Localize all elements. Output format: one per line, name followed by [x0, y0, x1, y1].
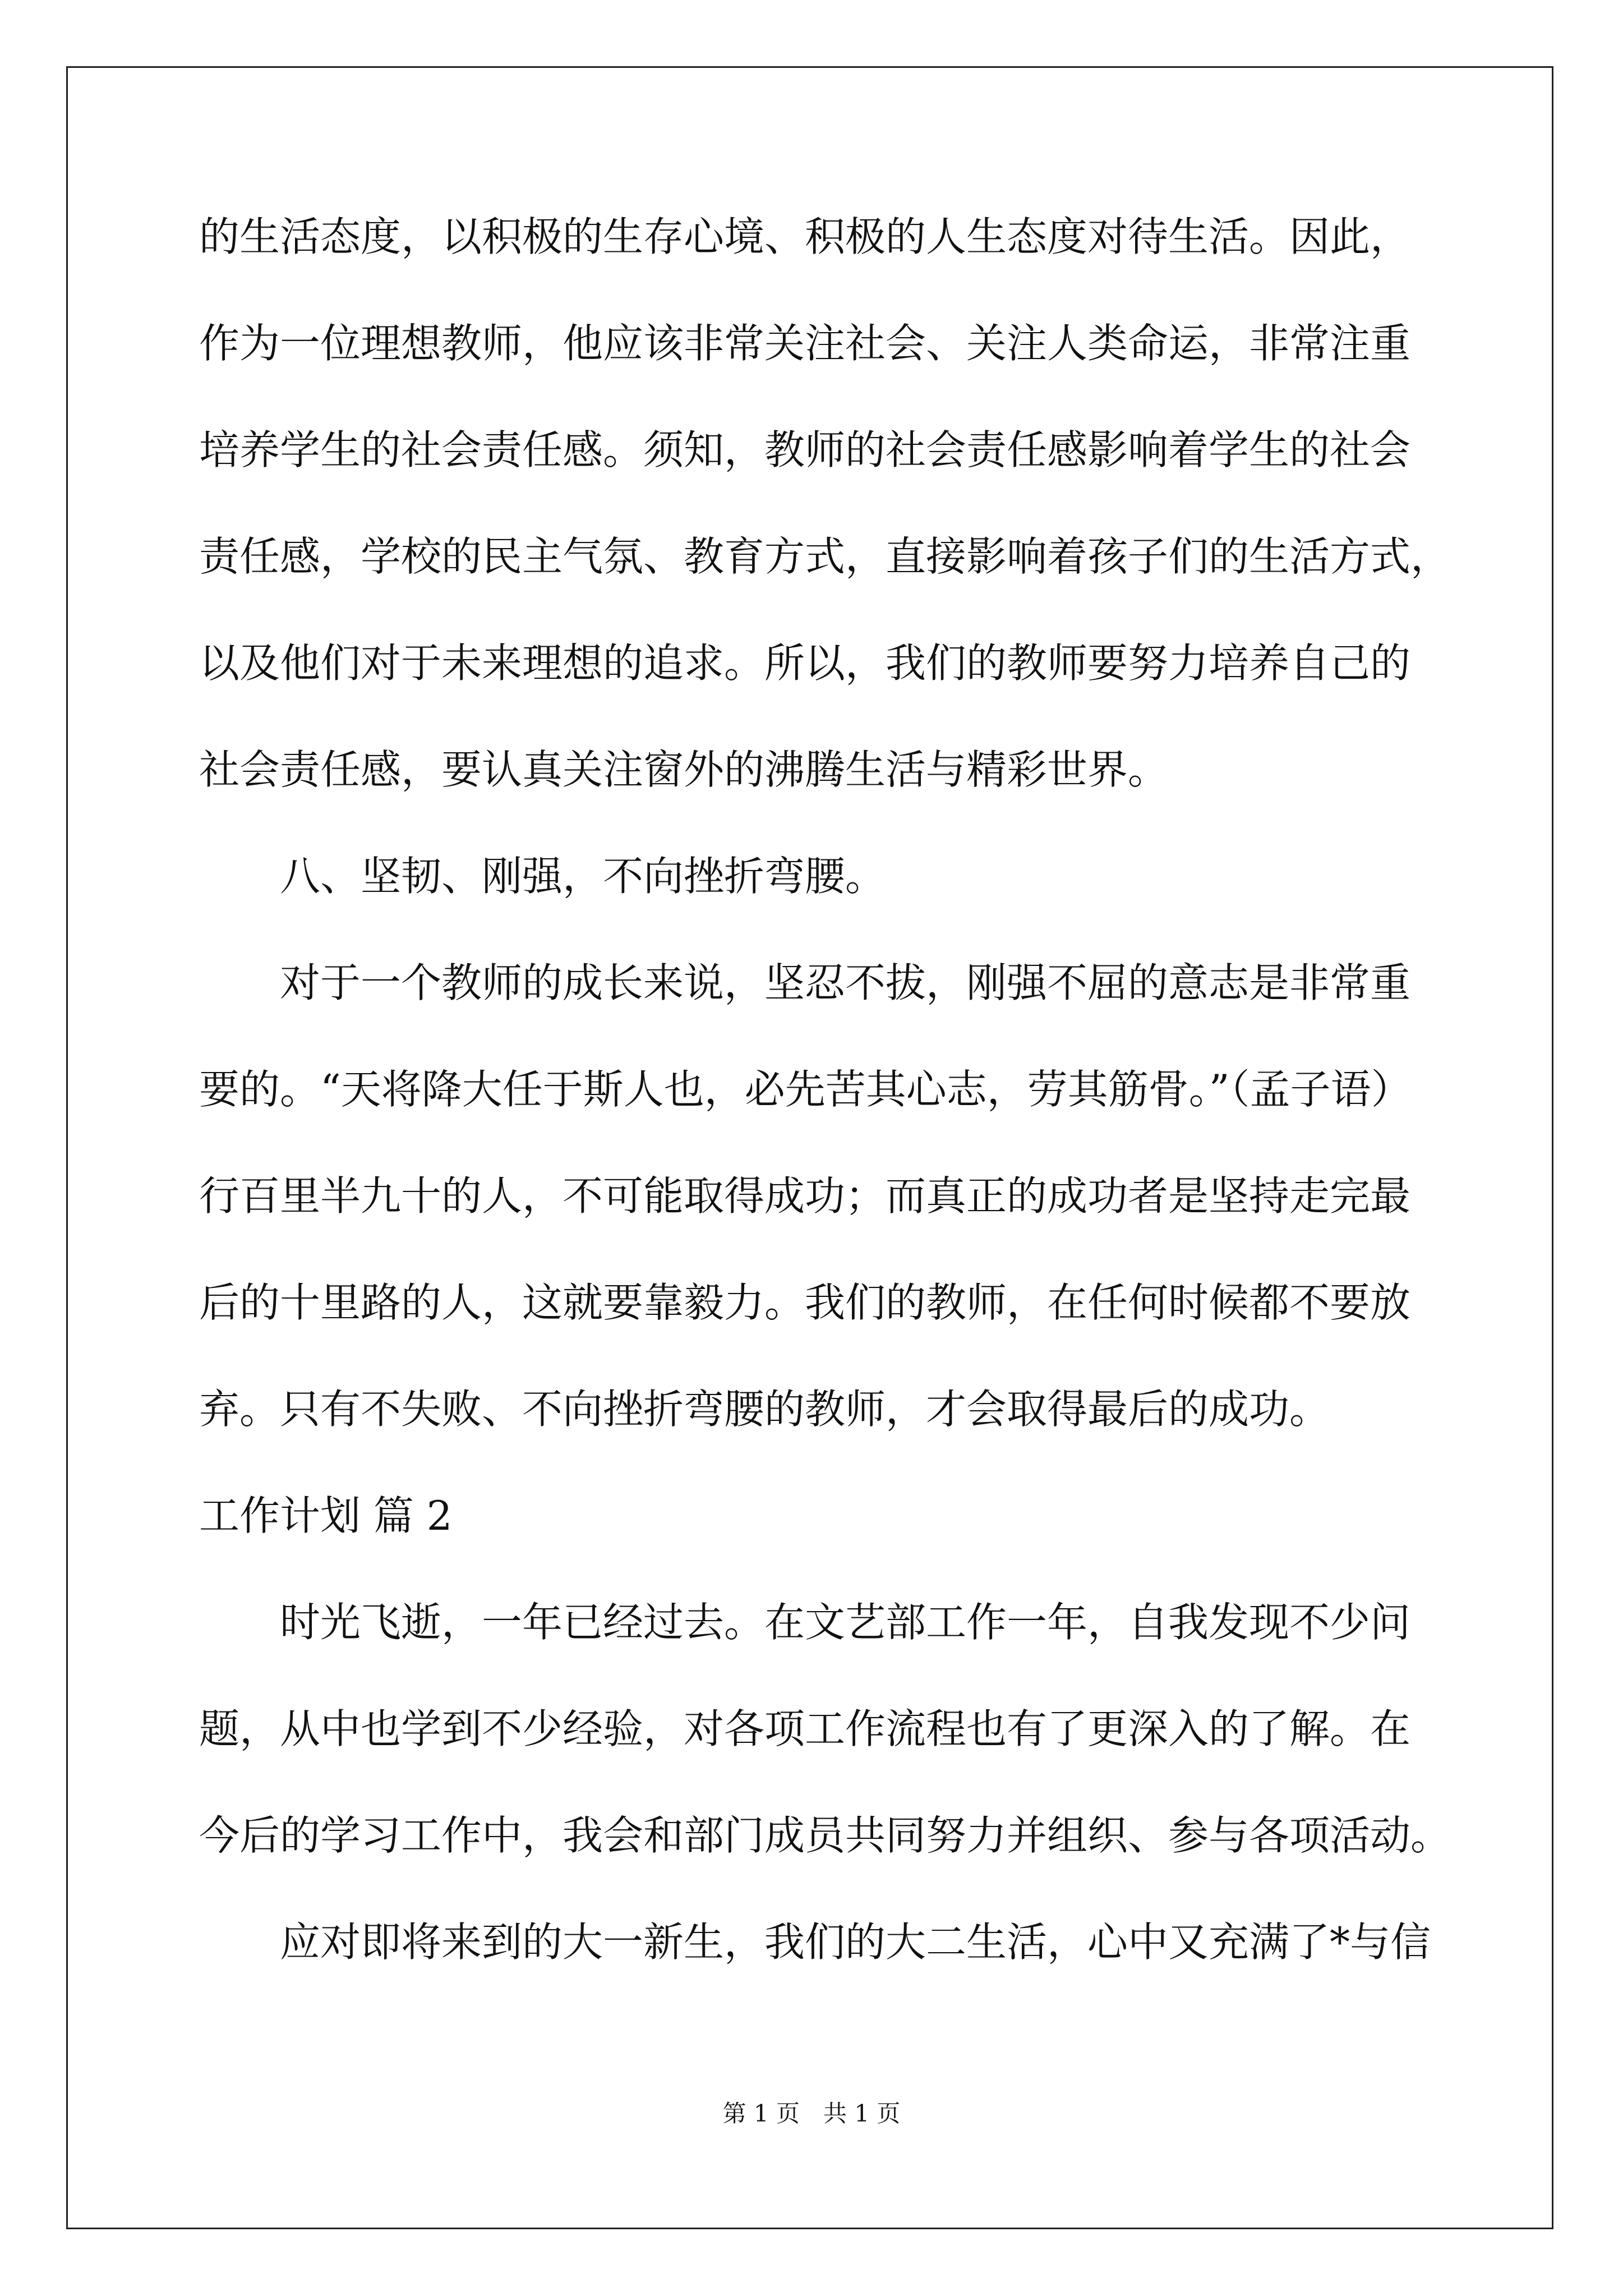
paragraph-line: 要的。“天将降大任于斯人也，必先苦其心志，劳其筋骨。”（孟子语） — [199, 1066, 1412, 1113]
paragraph-line: 弃。只有不失败、不向挫折弯腰的教师，才会取得最后的成功。 — [199, 1386, 1330, 1433]
section-heading: 八、坚韧、刚强，不向挫折弯腰。 — [280, 853, 886, 900]
paragraph-line: 对于一个教师的成长来说，坚忍不拔，刚强不屈的意志是非常重 — [280, 959, 1411, 1006]
article-title: 工作计划 篇 2 — [199, 1492, 453, 1539]
paragraph-line: 以及他们对于未来理想的追求。所以，我们的教师要努力培养自己的 — [199, 639, 1411, 687]
paragraph-line: 培养学生的社会责任感。须知，教师的社会责任感影响着学生的社会 — [199, 426, 1411, 473]
paragraph-line: 的生活态度，以积极的生存心境、积极的人生态度对待生活。因此， — [199, 213, 1411, 260]
page-frame — [66, 66, 1553, 2229]
paragraph-line: 作为一位理想教师，他应该非常关注社会、关注人类命运，非常注重 — [199, 320, 1411, 367]
paragraph-line: 行百里半九十的人，不可能取得成功；而真正的成功者是坚持走完最 — [199, 1172, 1411, 1220]
paragraph-line: 社会责任感，要认真关注窗外的沸腾生活与精彩世界。 — [199, 746, 1169, 793]
paragraph-line: 题，从中也学到不少经验，对各项工作流程也有了更深入的了解。在 — [199, 1705, 1411, 1752]
paragraph-line: 后的十里路的人，这就要靠毅力。我们的教师，在任何时候都不要放 — [199, 1279, 1411, 1326]
paragraph-line: 应对即将来到的大一新生，我们的大二生活，心中又充满了*与信 — [280, 1918, 1431, 1966]
page-footer: 第 1 页 共 1 页 — [722, 2100, 901, 2127]
paragraph-line: 时光飞逝，一年已经过去。在文艺部工作一年，自我发现不少问 — [280, 1599, 1411, 1646]
paragraph-line: 今后的学习工作中，我会和部门成员共同努力并组织、参与各项活动。 — [199, 1812, 1451, 1859]
paragraph-line: 责任感，学校的民主气氛、教育方式，直接影响着孩子们的生活方式， — [199, 533, 1451, 580]
